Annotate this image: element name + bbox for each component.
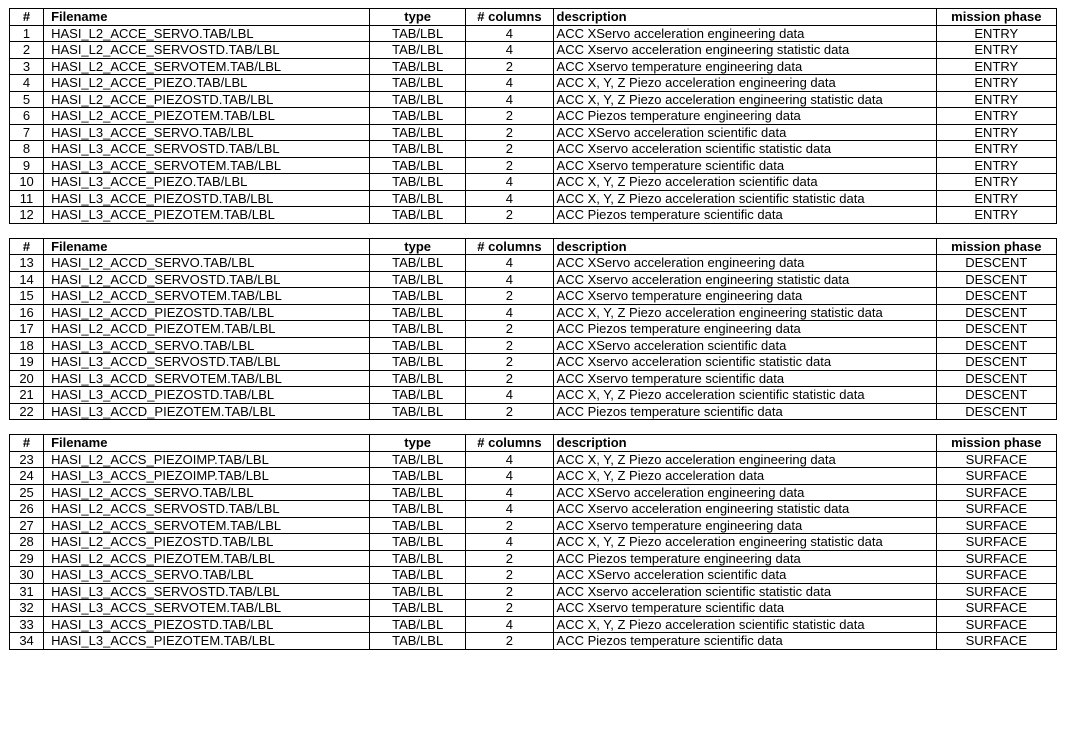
filename-cell: HASI_L3_ACCE_SERVOSTD.TAB/LBL bbox=[44, 141, 370, 158]
columns-count-cell: 2 bbox=[466, 517, 553, 534]
type-cell: TAB/LBL bbox=[370, 304, 466, 321]
description-cell: ACC Xservo acceleration engineering statistic data bbox=[553, 501, 936, 518]
header-columns: # columns bbox=[466, 9, 553, 26]
table-row bbox=[10, 124, 1057, 141]
filename-cell: HASI_L2_ACCS_SERVOSTD.TAB/LBL bbox=[44, 501, 370, 518]
type-cell: TAB/LBL bbox=[370, 288, 466, 305]
table-row bbox=[10, 387, 1057, 404]
columns-count-cell: 2 bbox=[466, 550, 553, 567]
columns-count-cell: 4 bbox=[466, 304, 553, 321]
mission-phase-cell: SURFACE bbox=[936, 550, 1056, 567]
row-number: 9 bbox=[10, 157, 44, 174]
mission-phase-cell: ENTRY bbox=[936, 157, 1056, 174]
row-number: 10 bbox=[10, 174, 44, 191]
description-cell: ACC Xservo acceleration engineering statistic data bbox=[553, 271, 936, 288]
type-cell: TAB/LBL bbox=[370, 108, 466, 125]
table-row bbox=[10, 403, 1057, 420]
columns-count-cell: 4 bbox=[466, 387, 553, 404]
filename-cell: HASI_L3_ACCD_SERVOTEM.TAB/LBL bbox=[44, 370, 370, 387]
type-cell: TAB/LBL bbox=[370, 370, 466, 387]
table-row bbox=[10, 600, 1057, 617]
filename-cell: HASI_L2_ACCE_SERVOTEM.TAB/LBL bbox=[44, 58, 370, 75]
columns-count-cell: 4 bbox=[466, 75, 553, 92]
type-cell: TAB/LBL bbox=[370, 484, 466, 501]
mission-phase-cell: SURFACE bbox=[936, 517, 1056, 534]
row-number: 25 bbox=[10, 484, 44, 501]
mission-phase-cell: ENTRY bbox=[936, 75, 1056, 92]
table-header-row bbox=[10, 238, 1057, 255]
columns-count-cell: 2 bbox=[466, 337, 553, 354]
description-cell: ACC X, Y, Z Piezo acceleration scientific statistic data bbox=[553, 190, 936, 207]
filename-cell: HASI_L2_ACCD_PIEZOTEM.TAB/LBL bbox=[44, 321, 370, 338]
filename-cell: HASI_L2_ACCD_SERVOSTD.TAB/LBL bbox=[44, 271, 370, 288]
mission-phase-cell: DESCENT bbox=[936, 288, 1056, 305]
filename-cell: HASI_L3_ACCE_PIEZOSTD.TAB/LBL bbox=[44, 190, 370, 207]
table-row bbox=[10, 157, 1057, 174]
description-cell: ACC Xservo temperature engineering data bbox=[553, 517, 936, 534]
description-cell: ACC XServo acceleration engineering data bbox=[553, 484, 936, 501]
row-number: 18 bbox=[10, 337, 44, 354]
header-description: description bbox=[553, 435, 936, 452]
table-row bbox=[10, 304, 1057, 321]
mission-phase-cell: SURFACE bbox=[936, 600, 1056, 617]
row-number: 28 bbox=[10, 534, 44, 551]
filename-cell: HASI_L3_ACCE_PIEZOTEM.TAB/LBL bbox=[44, 207, 370, 224]
mission-phase-cell: SURFACE bbox=[936, 583, 1056, 600]
type-cell: TAB/LBL bbox=[370, 616, 466, 633]
mission-phase-cell: ENTRY bbox=[936, 124, 1056, 141]
row-number: 26 bbox=[10, 501, 44, 518]
type-cell: TAB/LBL bbox=[370, 42, 466, 59]
filename-cell: HASI_L2_ACCS_PIEZOSTD.TAB/LBL bbox=[44, 534, 370, 551]
mission-phase-cell: SURFACE bbox=[936, 501, 1056, 518]
row-number: 29 bbox=[10, 550, 44, 567]
columns-count-cell: 4 bbox=[466, 42, 553, 59]
description-cell: ACC Piezos temperature engineering data bbox=[553, 108, 936, 125]
columns-count-cell: 2 bbox=[466, 207, 553, 224]
filename-cell: HASI_L3_ACCS_PIEZOSTD.TAB/LBL bbox=[44, 616, 370, 633]
description-cell: ACC Piezos temperature scientific data bbox=[553, 207, 936, 224]
mission-phase-cell: DESCENT bbox=[936, 255, 1056, 272]
columns-count-cell: 2 bbox=[466, 370, 553, 387]
columns-count-cell: 2 bbox=[466, 403, 553, 420]
row-number: 3 bbox=[10, 58, 44, 75]
row-number: 7 bbox=[10, 124, 44, 141]
table-row bbox=[10, 501, 1057, 518]
filename-cell: HASI_L2_ACCD_SERVO.TAB/LBL bbox=[44, 255, 370, 272]
header-description: description bbox=[553, 238, 936, 255]
mission-phase-cell: ENTRY bbox=[936, 207, 1056, 224]
columns-count-cell: 2 bbox=[466, 583, 553, 600]
mission-phase-cell: SURFACE bbox=[936, 534, 1056, 551]
row-number: 34 bbox=[10, 633, 44, 650]
row-number: 13 bbox=[10, 255, 44, 272]
header-mission-phase: mission phase bbox=[936, 9, 1056, 26]
mission-phase-cell: DESCENT bbox=[936, 304, 1056, 321]
row-number: 22 bbox=[10, 403, 44, 420]
row-number: 5 bbox=[10, 91, 44, 108]
type-cell: TAB/LBL bbox=[370, 451, 466, 468]
type-cell: TAB/LBL bbox=[370, 321, 466, 338]
description-cell: ACC Piezos temperature scientific data bbox=[553, 403, 936, 420]
row-number: 4 bbox=[10, 75, 44, 92]
description-cell: ACC Xservo temperature scientific data bbox=[553, 370, 936, 387]
type-cell: TAB/LBL bbox=[370, 141, 466, 158]
header-number: # bbox=[10, 238, 44, 255]
type-cell: TAB/LBL bbox=[370, 387, 466, 404]
description-cell: ACC X, Y, Z Piezo acceleration engineering statistic data bbox=[553, 534, 936, 551]
table-row bbox=[10, 141, 1057, 158]
type-cell: TAB/LBL bbox=[370, 550, 466, 567]
type-cell: TAB/LBL bbox=[370, 207, 466, 224]
filename-cell: HASI_L3_ACCD_SERVO.TAB/LBL bbox=[44, 337, 370, 354]
filename-cell: HASI_L2_ACCE_SERVO.TAB/LBL bbox=[44, 25, 370, 42]
columns-count-cell: 2 bbox=[466, 157, 553, 174]
filename-cell: HASI_L3_ACCD_SERVOSTD.TAB/LBL bbox=[44, 354, 370, 371]
columns-count-cell: 2 bbox=[466, 321, 553, 338]
type-cell: TAB/LBL bbox=[370, 633, 466, 650]
mission-phase-cell: ENTRY bbox=[936, 190, 1056, 207]
filename-cell: HASI_L2_ACCS_SERVO.TAB/LBL bbox=[44, 484, 370, 501]
description-cell: ACC XServo acceleration scientific data bbox=[553, 337, 936, 354]
table-row bbox=[10, 58, 1057, 75]
filename-cell: HASI_L2_ACCE_PIEZOSTD.TAB/LBL bbox=[44, 91, 370, 108]
row-number: 30 bbox=[10, 567, 44, 584]
mission-phase-cell: DESCENT bbox=[936, 403, 1056, 420]
table-row bbox=[10, 75, 1057, 92]
filename-cell: HASI_L3_ACCS_PIEZOTEM.TAB/LBL bbox=[44, 633, 370, 650]
table-row bbox=[10, 534, 1057, 551]
table-row bbox=[10, 337, 1057, 354]
mission-phase-cell: DESCENT bbox=[936, 354, 1056, 371]
filename-cell: HASI_L3_ACCE_PIEZO.TAB/LBL bbox=[44, 174, 370, 191]
type-cell: TAB/LBL bbox=[370, 403, 466, 420]
description-cell: ACC Xservo temperature engineering data bbox=[553, 288, 936, 305]
columns-count-cell: 2 bbox=[466, 354, 553, 371]
row-number: 8 bbox=[10, 141, 44, 158]
header-number: # bbox=[10, 435, 44, 452]
columns-count-cell: 4 bbox=[466, 616, 553, 633]
mission-phase-cell: ENTRY bbox=[936, 174, 1056, 191]
table-row bbox=[10, 567, 1057, 584]
filename-cell: HASI_L3_ACCE_SERVO.TAB/LBL bbox=[44, 124, 370, 141]
tables-container bbox=[9, 8, 1057, 650]
columns-count-cell: 4 bbox=[466, 534, 553, 551]
table-row bbox=[10, 271, 1057, 288]
filename-cell: HASI_L3_ACCS_SERVOTEM.TAB/LBL bbox=[44, 600, 370, 617]
mission-phase-cell: ENTRY bbox=[936, 58, 1056, 75]
type-cell: TAB/LBL bbox=[370, 600, 466, 617]
description-cell: ACC XServo acceleration scientific data bbox=[553, 124, 936, 141]
type-cell: TAB/LBL bbox=[370, 91, 466, 108]
filename-cell: HASI_L2_ACCE_SERVOSTD.TAB/LBL bbox=[44, 42, 370, 59]
description-cell: ACC X, Y, Z Piezo acceleration scientific data bbox=[553, 174, 936, 191]
columns-count-cell: 2 bbox=[466, 600, 553, 617]
header-mission-phase: mission phase bbox=[936, 435, 1056, 452]
row-number: 23 bbox=[10, 451, 44, 468]
mission-phase-cell: DESCENT bbox=[936, 321, 1056, 338]
description-cell: ACC X, Y, Z Piezo acceleration scientific statistic data bbox=[553, 616, 936, 633]
row-number: 24 bbox=[10, 468, 44, 485]
description-cell: ACC Xservo acceleration scientific statistic data bbox=[553, 141, 936, 158]
filename-cell: HASI_L2_ACCD_PIEZOSTD.TAB/LBL bbox=[44, 304, 370, 321]
row-number: 1 bbox=[10, 25, 44, 42]
row-number: 20 bbox=[10, 370, 44, 387]
row-number: 6 bbox=[10, 108, 44, 125]
type-cell: TAB/LBL bbox=[370, 517, 466, 534]
header-mission-phase: mission phase bbox=[936, 238, 1056, 255]
table-row bbox=[10, 207, 1057, 224]
row-number: 33 bbox=[10, 616, 44, 633]
table-row bbox=[10, 517, 1057, 534]
columns-count-cell: 2 bbox=[466, 108, 553, 125]
description-cell: ACC Xservo acceleration engineering statistic data bbox=[553, 42, 936, 59]
table-row bbox=[10, 354, 1057, 371]
row-number: 31 bbox=[10, 583, 44, 600]
row-number: 2 bbox=[10, 42, 44, 59]
description-cell: ACC Xservo temperature engineering data bbox=[553, 58, 936, 75]
columns-count-cell: 4 bbox=[466, 91, 553, 108]
filename-cell: HASI_L3_ACCD_PIEZOTEM.TAB/LBL bbox=[44, 403, 370, 420]
filename-cell: HASI_L2_ACCD_SERVOTEM.TAB/LBL bbox=[44, 288, 370, 305]
header-columns: # columns bbox=[466, 238, 553, 255]
file-table bbox=[9, 238, 1057, 421]
columns-count-cell: 4 bbox=[466, 255, 553, 272]
table-row bbox=[10, 370, 1057, 387]
table-row bbox=[10, 42, 1057, 59]
row-number: 21 bbox=[10, 387, 44, 404]
table-header-row bbox=[10, 9, 1057, 26]
row-number: 17 bbox=[10, 321, 44, 338]
description-cell: ACC XServo acceleration scientific data bbox=[553, 567, 936, 584]
filename-cell: HASI_L3_ACCE_SERVOTEM.TAB/LBL bbox=[44, 157, 370, 174]
filename-cell: HASI_L3_ACCD_PIEZOSTD.TAB/LBL bbox=[44, 387, 370, 404]
columns-count-cell: 2 bbox=[466, 141, 553, 158]
description-cell: ACC Xservo acceleration scientific statistic data bbox=[553, 583, 936, 600]
description-cell: ACC X, Y, Z Piezo acceleration engineering data bbox=[553, 451, 936, 468]
header-columns: # columns bbox=[466, 435, 553, 452]
description-cell: ACC Piezos temperature engineering data bbox=[553, 550, 936, 567]
table-row bbox=[10, 583, 1057, 600]
mission-phase-cell: ENTRY bbox=[936, 141, 1056, 158]
description-cell: ACC XServo acceleration engineering data bbox=[553, 25, 936, 42]
row-number: 16 bbox=[10, 304, 44, 321]
columns-count-cell: 4 bbox=[466, 484, 553, 501]
file-table bbox=[9, 434, 1057, 650]
header-type: type bbox=[370, 435, 466, 452]
mission-phase-cell: SURFACE bbox=[936, 468, 1056, 485]
row-number: 11 bbox=[10, 190, 44, 207]
description-cell: ACC Xservo temperature scientific data bbox=[553, 157, 936, 174]
filename-cell: HASI_L3_ACCS_SERVO.TAB/LBL bbox=[44, 567, 370, 584]
table-row bbox=[10, 91, 1057, 108]
columns-count-cell: 4 bbox=[466, 451, 553, 468]
filename-cell: HASI_L2_ACCS_PIEZOIMP.TAB/LBL bbox=[44, 451, 370, 468]
description-cell: ACC Piezos temperature engineering data bbox=[553, 321, 936, 338]
mission-phase-cell: SURFACE bbox=[936, 567, 1056, 584]
type-cell: TAB/LBL bbox=[370, 534, 466, 551]
header-type: type bbox=[370, 9, 466, 26]
description-cell: ACC Xservo acceleration scientific statistic data bbox=[553, 354, 936, 371]
mission-phase-cell: SURFACE bbox=[936, 616, 1056, 633]
columns-count-cell: 2 bbox=[466, 633, 553, 650]
row-number: 14 bbox=[10, 271, 44, 288]
table-row bbox=[10, 190, 1057, 207]
table-row bbox=[10, 255, 1057, 272]
header-number: # bbox=[10, 9, 44, 26]
document-page bbox=[9, 8, 1057, 664]
table-row bbox=[10, 451, 1057, 468]
mission-phase-cell: DESCENT bbox=[936, 370, 1056, 387]
mission-phase-cell: ENTRY bbox=[936, 25, 1056, 42]
columns-count-cell: 4 bbox=[466, 190, 553, 207]
header-filename: Filename bbox=[44, 435, 370, 452]
mission-phase-cell: ENTRY bbox=[936, 91, 1056, 108]
columns-count-cell: 2 bbox=[466, 288, 553, 305]
header-filename: Filename bbox=[44, 9, 370, 26]
header-description: description bbox=[553, 9, 936, 26]
table-row bbox=[10, 468, 1057, 485]
table-row bbox=[10, 174, 1057, 191]
table-row bbox=[10, 484, 1057, 501]
columns-count-cell: 2 bbox=[466, 124, 553, 141]
columns-count-cell: 4 bbox=[466, 174, 553, 191]
type-cell: TAB/LBL bbox=[370, 58, 466, 75]
type-cell: TAB/LBL bbox=[370, 468, 466, 485]
columns-count-cell: 2 bbox=[466, 567, 553, 584]
columns-count-cell: 4 bbox=[466, 468, 553, 485]
columns-count-cell: 4 bbox=[466, 25, 553, 42]
table-row bbox=[10, 108, 1057, 125]
description-cell: ACC X, Y, Z Piezo acceleration scientific statistic data bbox=[553, 387, 936, 404]
description-cell: ACC Xservo temperature scientific data bbox=[553, 600, 936, 617]
description-cell: ACC Piezos temperature scientific data bbox=[553, 633, 936, 650]
table-row bbox=[10, 288, 1057, 305]
type-cell: TAB/LBL bbox=[370, 255, 466, 272]
file-table bbox=[9, 8, 1057, 224]
table-row bbox=[10, 616, 1057, 633]
filename-cell: HASI_L2_ACCE_PIEZO.TAB/LBL bbox=[44, 75, 370, 92]
description-cell: ACC X, Y, Z Piezo acceleration engineering data bbox=[553, 75, 936, 92]
mission-phase-cell: SURFACE bbox=[936, 484, 1056, 501]
type-cell: TAB/LBL bbox=[370, 190, 466, 207]
mission-phase-cell: DESCENT bbox=[936, 271, 1056, 288]
type-cell: TAB/LBL bbox=[370, 354, 466, 371]
table-row bbox=[10, 633, 1057, 650]
type-cell: TAB/LBL bbox=[370, 25, 466, 42]
row-number: 19 bbox=[10, 354, 44, 371]
type-cell: TAB/LBL bbox=[370, 337, 466, 354]
type-cell: TAB/LBL bbox=[370, 75, 466, 92]
mission-phase-cell: SURFACE bbox=[936, 633, 1056, 650]
type-cell: TAB/LBL bbox=[370, 583, 466, 600]
columns-count-cell: 2 bbox=[466, 58, 553, 75]
mission-phase-cell: DESCENT bbox=[936, 337, 1056, 354]
description-cell: ACC X, Y, Z Piezo acceleration engineering statistic data bbox=[553, 304, 936, 321]
filename-cell: HASI_L2_ACCS_PIEZOTEM.TAB/LBL bbox=[44, 550, 370, 567]
type-cell: TAB/LBL bbox=[370, 174, 466, 191]
mission-phase-cell: DESCENT bbox=[936, 387, 1056, 404]
filename-cell: HASI_L3_ACCS_SERVOSTD.TAB/LBL bbox=[44, 583, 370, 600]
table-row bbox=[10, 321, 1057, 338]
description-cell: ACC X, Y, Z Piezo acceleration engineering statistic data bbox=[553, 91, 936, 108]
table-row bbox=[10, 25, 1057, 42]
description-cell: ACC XServo acceleration engineering data bbox=[553, 255, 936, 272]
row-number: 12 bbox=[10, 207, 44, 224]
mission-phase-cell: SURFACE bbox=[936, 451, 1056, 468]
type-cell: TAB/LBL bbox=[370, 271, 466, 288]
table-header-row bbox=[10, 435, 1057, 452]
type-cell: TAB/LBL bbox=[370, 567, 466, 584]
type-cell: TAB/LBL bbox=[370, 501, 466, 518]
type-cell: TAB/LBL bbox=[370, 124, 466, 141]
columns-count-cell: 4 bbox=[466, 501, 553, 518]
type-cell: TAB/LBL bbox=[370, 157, 466, 174]
filename-cell: HASI_L2_ACCE_PIEZOTEM.TAB/LBL bbox=[44, 108, 370, 125]
table-row bbox=[10, 550, 1057, 567]
header-filename: Filename bbox=[44, 238, 370, 255]
filename-cell: HASI_L3_ACCS_PIEZOIMP.TAB/LBL bbox=[44, 468, 370, 485]
columns-count-cell: 4 bbox=[466, 271, 553, 288]
filename-cell: HASI_L2_ACCS_SERVOTEM.TAB/LBL bbox=[44, 517, 370, 534]
description-cell: ACC X, Y, Z Piezo acceleration data bbox=[553, 468, 936, 485]
mission-phase-cell: ENTRY bbox=[936, 42, 1056, 59]
header-type: type bbox=[370, 238, 466, 255]
mission-phase-cell: ENTRY bbox=[936, 108, 1056, 125]
row-number: 27 bbox=[10, 517, 44, 534]
row-number: 15 bbox=[10, 288, 44, 305]
row-number: 32 bbox=[10, 600, 44, 617]
